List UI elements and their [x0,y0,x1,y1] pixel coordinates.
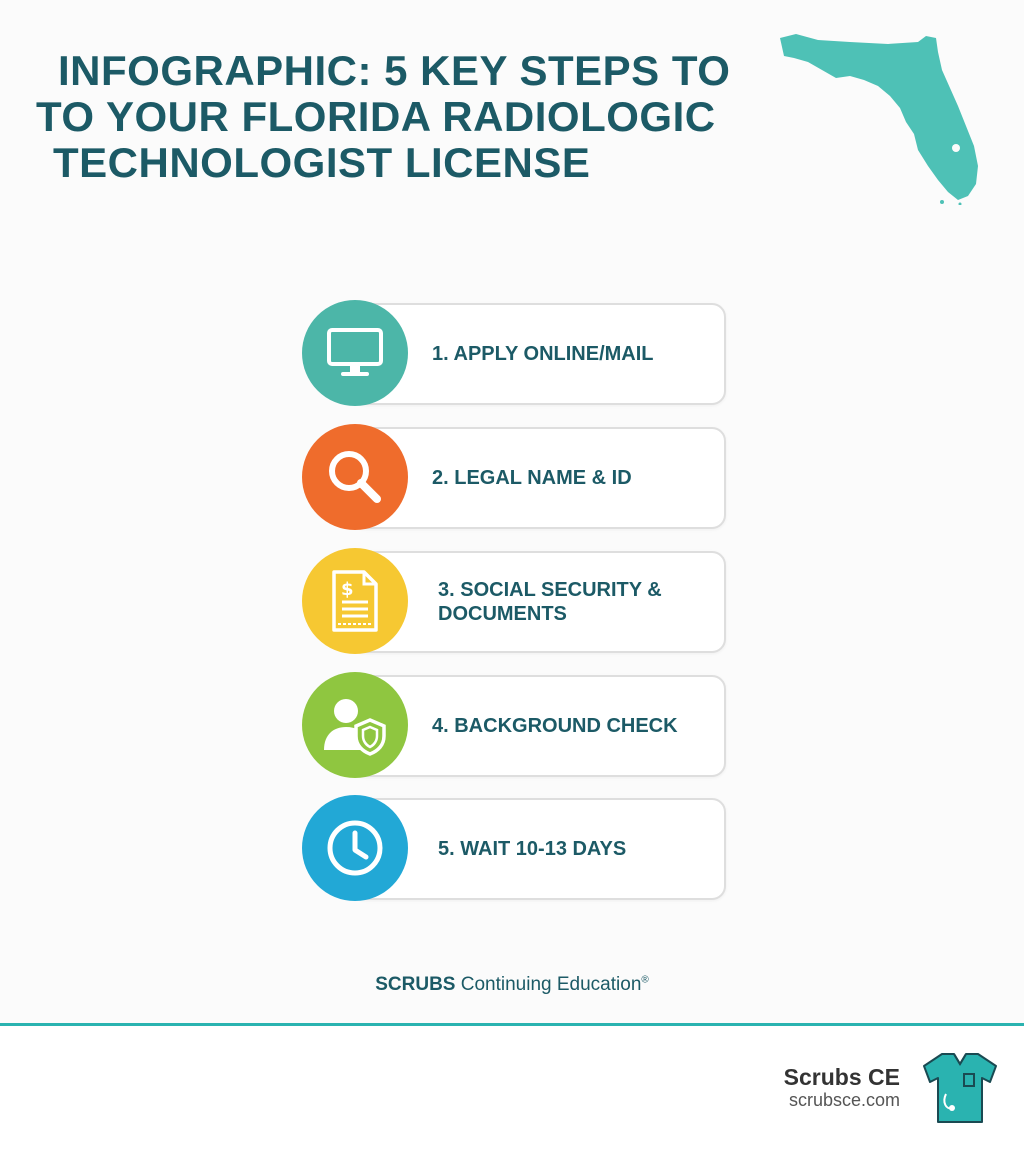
step-1 [302,302,728,406]
title-line-1: INFOGRAPHIC: 5 KEY STEPS TO [58,47,731,94]
step-label: 1. APPLY ONLINE/MAIL [432,343,654,365]
step-icon-circle [302,795,408,901]
step-icon-circle [302,548,408,654]
logo-url: scrubsce.com [788,1090,900,1110]
florida-map-icon [778,30,982,205]
step-4 [302,674,728,778]
step-3 [302,550,728,654]
title-line-2: TO YOUR FLORIDA RADIOLOGIC [36,93,716,140]
clock-icon [324,817,386,879]
step-icon-circle [302,300,408,406]
footer-brand [0,974,1024,996]
step-label: 4. BACKGROUND CHECK [432,715,678,737]
step-label: 5. WAIT 10-13 DAYS [438,838,627,860]
footer-brand-bold: SCRUBS [375,974,456,995]
step-label: 2. LEGAL NAME & ID [432,467,632,489]
computer-monitor-icon [324,322,386,384]
footer-brand-rest: Continuing Education [460,974,642,995]
svg-text:$: $ [341,579,354,600]
step-5 [302,797,728,901]
step-icon-circle [302,672,408,778]
page-title [36,48,736,186]
registered-mark: ® [641,974,649,986]
logo-name: Scrubs CE [783,1064,900,1090]
scrub-shirt-icon [920,1050,1000,1124]
step-2 [302,426,728,530]
step-icon-circle [302,424,408,530]
document-dollar-icon [326,568,384,634]
title-line-3: TECHNOLOGIST LICENSE [53,139,591,186]
magnifying-glass-icon [323,445,387,509]
person-shield-icon [322,694,388,756]
step-label: 3. SOCIAL SECURITY & DOCUMENTS [438,579,662,625]
